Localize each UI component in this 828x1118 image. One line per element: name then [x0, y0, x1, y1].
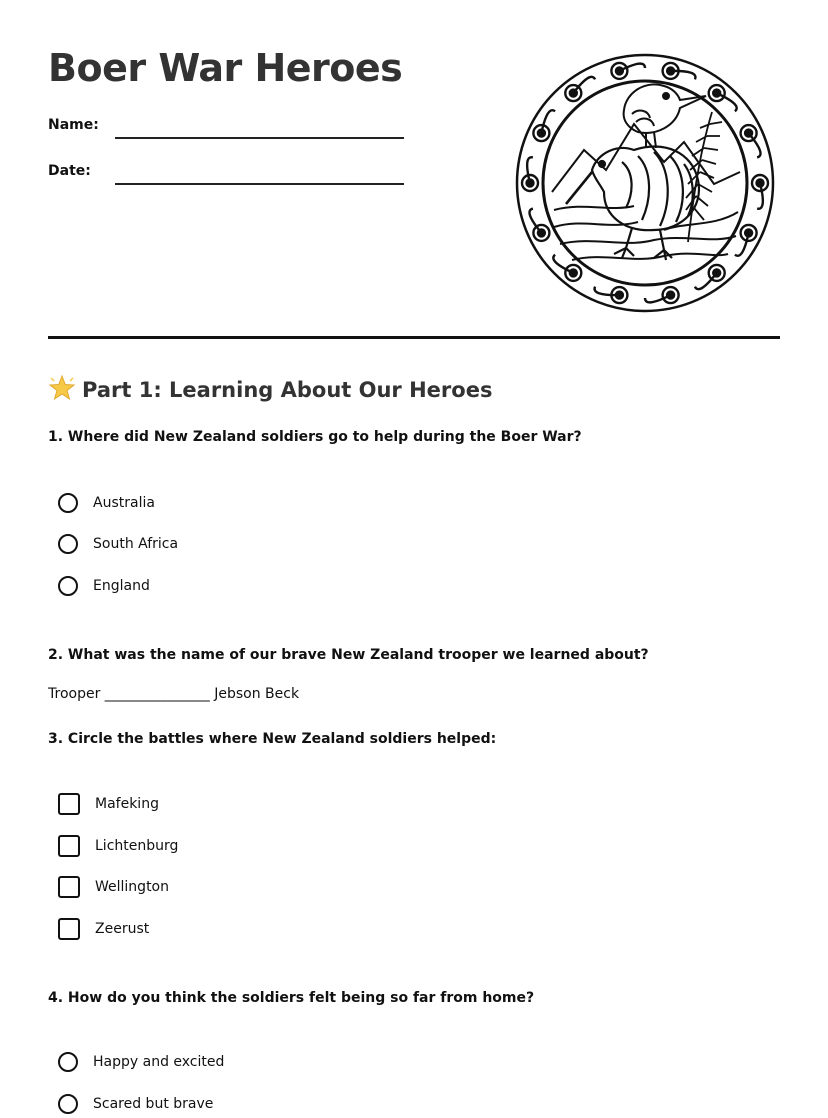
question-2: 2. What was the name of our brave New Zealand trooper we learned about?: [48, 647, 649, 663]
question-4: 4. How do you think the soldiers felt being so far from home?: [48, 990, 535, 1006]
option-label: Australia: [93, 495, 155, 511]
q3-option-mafeking[interactable]: [58, 792, 159, 816]
checkbox-icon[interactable]: [58, 793, 80, 815]
checkbox-icon[interactable]: [58, 876, 80, 898]
option-label: Lichtenburg: [95, 838, 179, 854]
q3-option-zeerust[interactable]: [58, 917, 149, 941]
q3-option-wellington[interactable]: [58, 875, 169, 899]
checkbox-icon[interactable]: [58, 918, 80, 940]
option-label: Happy and excited: [93, 1054, 225, 1070]
q1-option-south-africa[interactable]: [58, 532, 178, 556]
q2-fill-in[interactable]: Trooper _______________ Jebson Beck: [48, 686, 300, 702]
radio-icon[interactable]: [58, 576, 78, 596]
option-label: Wellington: [95, 879, 169, 895]
star-icon: [48, 374, 76, 402]
radio-icon[interactable]: [58, 1094, 78, 1114]
q1-option-australia[interactable]: [58, 491, 155, 515]
date-line[interactable]: [115, 183, 404, 185]
worksheet-title: Boer War Heroes: [48, 46, 403, 90]
q1-option-england[interactable]: [58, 574, 150, 598]
q4-option-happy[interactable]: [58, 1050, 224, 1074]
radio-icon[interactable]: [58, 493, 78, 513]
header-divider: [48, 336, 780, 339]
name-label: Name:: [48, 117, 99, 133]
q3-option-lichtenburg[interactable]: [58, 834, 178, 858]
checkbox-icon[interactable]: [58, 835, 80, 857]
radio-icon[interactable]: [58, 1052, 78, 1072]
option-label: Mafeking: [95, 796, 159, 812]
option-label: South Africa: [93, 536, 179, 552]
part1-title: [48, 374, 492, 402]
q4-option-scared[interactable]: [58, 1092, 213, 1116]
kiwi-emblem: [514, 52, 776, 314]
question-1: 1. Where did New Zealand soldiers go to help during the Boer War?: [48, 429, 582, 445]
question-3: 3. Circle the battles where New Zealand soldiers helped:: [48, 731, 497, 747]
radio-icon[interactable]: [58, 534, 78, 554]
name-line[interactable]: [115, 137, 404, 139]
option-label: Scared but brave: [93, 1096, 214, 1112]
option-label: England: [93, 578, 150, 594]
option-label: Zeerust: [95, 921, 150, 937]
date-label: Date:: [48, 163, 91, 179]
part1-title-text: Part 1: Learning About Our Heroes: [82, 378, 493, 402]
